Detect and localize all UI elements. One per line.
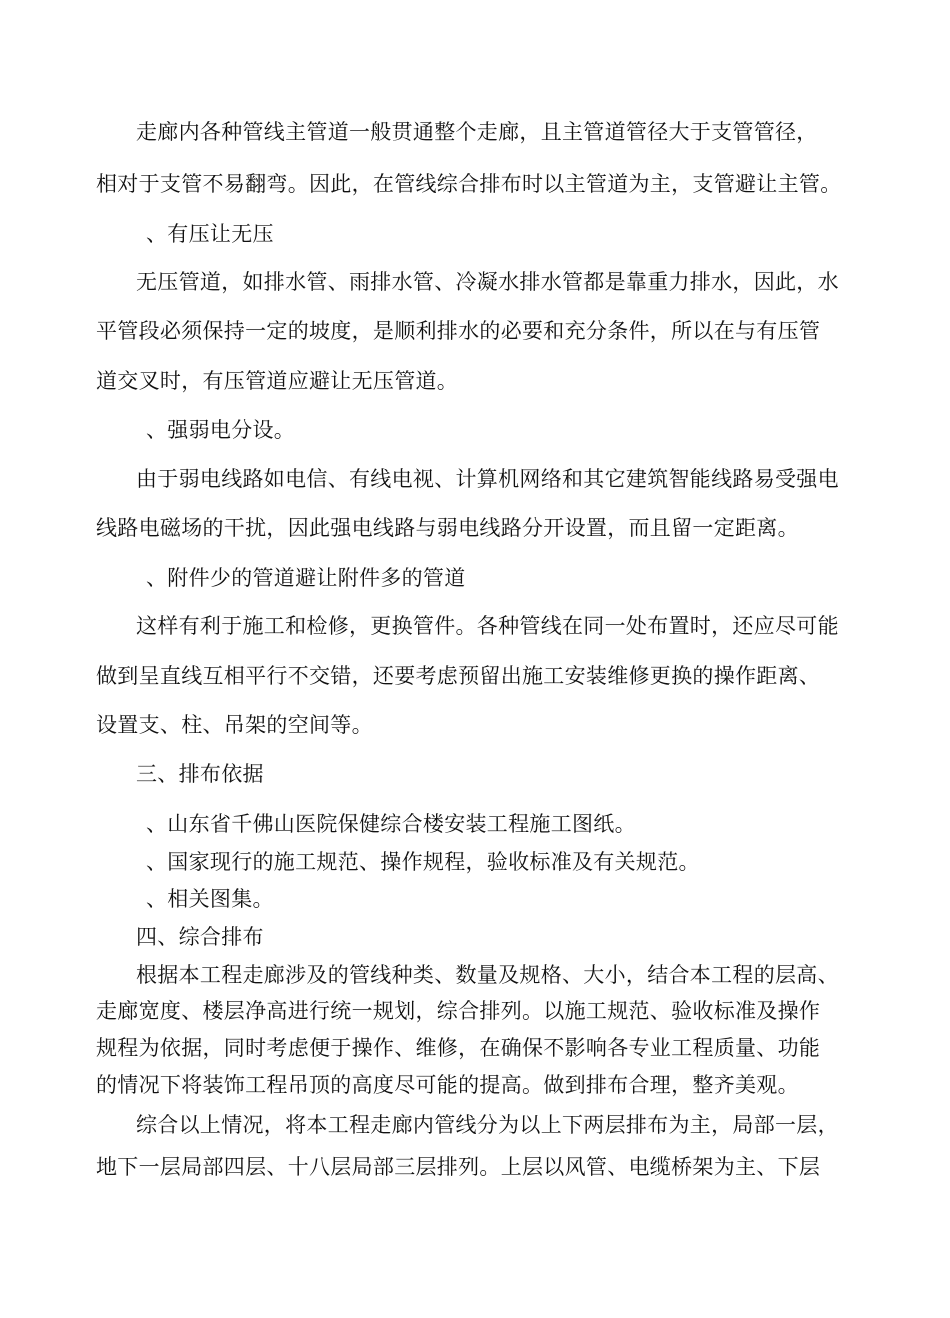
- paragraph-6-line-2: 地下一层局部四层、十八层局部三层排列。上层以风管、电缆桥架为主、下层: [96, 1155, 821, 1179]
- paragraph-6-line-1: 综合以上情况，将本工程走廊内管线分为以上下两层排布为主，局部一层，: [136, 1113, 839, 1137]
- paragraph-1-line-2: 相对于支管不易翻弯。因此，在管线综合排布时以主管道为主，支管避让主管。: [96, 172, 842, 196]
- section-4-title: 四、综合排布: [136, 925, 264, 949]
- paragraph-5-line-4: 的情况下将装饰工程吊顶的高度尽可能的提高。做到排布合理，整齐美观。: [96, 1073, 799, 1097]
- section-3-title: 三、排布依据: [136, 762, 264, 786]
- paragraph-3-line-1: 由于弱电线路如电信、有线电视、计算机网络和其它建筑智能线路易受强电: [136, 467, 839, 491]
- paragraph-4-line-1: 这样有利于施工和检修，更换管件。各种管线在同一处布置时，还应尽可能: [136, 614, 839, 638]
- paragraph-5-line-3: 规程为依据，同时考虑便于操作、维修，在确保不影响各专业工程质量、功能: [96, 1036, 821, 1060]
- paragraph-5-line-1: 根据本工程走廊涉及的管线种类、数量及规格、大小，结合本工程的层高、: [136, 963, 839, 987]
- basis-item-1: 、山东省千佛山医院保健综合楼安装工程施工图纸。: [146, 812, 636, 836]
- heading-electric: 、强弱电分设。: [146, 418, 296, 442]
- paragraph-2-line-3: 道交叉时，有压管道应避让无压管道。: [96, 369, 459, 393]
- paragraph-5-line-2: 走廊宽度、楼层净高进行统一规划，综合排列。以施工规范、验收标准及操作: [96, 999, 821, 1023]
- heading-pressure: 、有压让无压: [146, 222, 274, 246]
- paragraph-2-line-2: 平管段必须保持一定的坡度，是顺利排水的必要和充分条件，所以在与有压管: [96, 319, 821, 343]
- paragraph-4-line-3: 设置支、柱、吊架的空间等。: [96, 713, 373, 737]
- paragraph-2-line-1: 无压管道，如排水管、雨排水管、冷凝水排水管都是靠重力排水，因此，水: [136, 270, 839, 294]
- paragraph-1-line-1: 走廊内各种管线主管道一般贯通整个走廊，且主管道管径大于支管管径，: [136, 120, 818, 144]
- paragraph-4-line-2: 做到呈直线互相平行不交错，还要考虑预留出施工安装维修更换的操作距离、: [96, 664, 821, 688]
- paragraph-3-line-2: 线路电磁场的干扰，因此强电线路与弱电线路分开设置，而且留一定距离。: [96, 516, 799, 540]
- basis-item-2: 、国家现行的施工规范、操作规程，验收标准及有关规范。: [146, 850, 700, 874]
- heading-fittings: 、附件少的管道避让附件多的管道: [146, 566, 466, 590]
- basis-item-3: 、相关图集。: [146, 887, 274, 911]
